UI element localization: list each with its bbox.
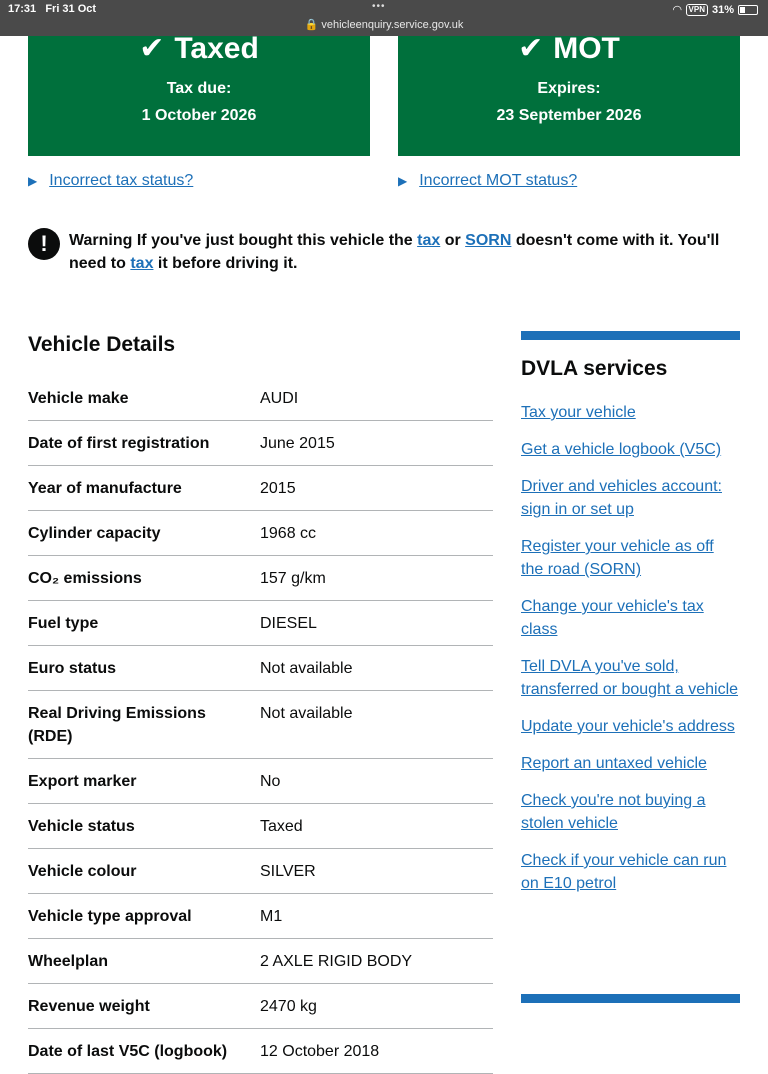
table-row (28, 376, 493, 421)
list-item (521, 655, 740, 701)
exclamation-icon: ! (28, 228, 60, 260)
table-row (28, 804, 493, 849)
detail-value: 2470 kg (260, 998, 317, 1015)
triangle-right-icon: ▶ (398, 174, 408, 188)
detail-value: Not available (260, 705, 353, 722)
detail-value: 2015 (260, 480, 296, 497)
address-bar[interactable] (0, 18, 768, 31)
detail-value: 12 October 2018 (260, 1043, 380, 1060)
mot-expires-label: Expires: (537, 80, 601, 97)
detail-value: DIESEL (260, 615, 317, 632)
detail-value: Taxed (260, 818, 303, 835)
list-item (521, 752, 740, 775)
incorrect-tax-link[interactable]: Incorrect tax status? (49, 172, 194, 189)
table-row (28, 1029, 493, 1074)
table-row (28, 894, 493, 939)
dvla-service-link[interactable]: Report an untaxed vehicle (521, 755, 707, 772)
mot-status-heading: ✔ MOT (518, 32, 620, 65)
list-item (521, 438, 740, 461)
dvla-service-link[interactable]: Register your vehicle as off the road (SORN) (521, 538, 714, 578)
incorrect-mot-toggle[interactable] (398, 172, 577, 190)
vehicle-details-table (28, 376, 493, 1074)
list-item (521, 535, 740, 581)
detail-key: CO₂ emissions (28, 570, 142, 587)
dvla-service-link[interactable]: Get a vehicle logbook (V5C) (521, 441, 722, 458)
sidebar-top-rule (521, 331, 740, 340)
tick-icon: ✔ (518, 32, 544, 65)
table-row (28, 691, 493, 759)
triangle-right-icon: ▶ (28, 174, 38, 188)
detail-key: Export marker (28, 773, 137, 790)
detail-key: Revenue weight (28, 998, 150, 1015)
table-row (28, 759, 493, 804)
detail-value: 157 g/km (260, 570, 326, 587)
table-row (28, 601, 493, 646)
table-row (28, 939, 493, 984)
detail-key: Vehicle colour (28, 863, 137, 880)
incorrect-tax-toggle[interactable] (28, 172, 193, 190)
detail-key: Fuel type (28, 615, 99, 632)
detail-key: Vehicle status (28, 818, 135, 835)
status-time: 17:31 Fri 31 Oct (8, 3, 97, 15)
detail-value: June 2015 (260, 435, 335, 452)
list-item (521, 401, 740, 424)
table-row (28, 849, 493, 894)
dvla-services-title: DVLA services (521, 357, 668, 380)
detail-key: Wheelplan (28, 953, 109, 970)
detail-value: AUDI (260, 390, 299, 407)
detail-key: Vehicle type approval (28, 908, 192, 925)
vpn-badge: VPN (686, 4, 708, 16)
tax-status-heading: ✔ Taxed (139, 32, 259, 65)
table-row (28, 556, 493, 601)
incorrect-mot-link[interactable]: Incorrect MOT status? (419, 172, 578, 189)
detail-key: Date of last V5C (logbook) (28, 1043, 228, 1060)
detail-value: 1968 cc (260, 525, 317, 542)
wifi-icon: ◠ (673, 4, 682, 16)
status-indicators (673, 3, 758, 16)
battery-level: 31% (711, 3, 734, 16)
detail-value: No (260, 773, 281, 790)
warning-text: Warning If you've just bought this vehicle the tax or SORN doesn't come with it. You'll need to tax it before driving it. (69, 232, 720, 272)
detail-value: SILVER (260, 863, 316, 880)
table-row (28, 466, 493, 511)
multitask-dots-icon[interactable]: ••• (372, 1, 386, 12)
lock-icon: 🔒 (304, 19, 319, 31)
table-row (28, 984, 493, 1029)
list-item (521, 595, 740, 641)
url-text: vehicleenquiry.service.gov.uk (321, 19, 464, 31)
detail-key: Date of first registration (28, 435, 210, 452)
detail-key: Vehicle make (28, 390, 129, 407)
tax-due-label: Tax due: (166, 80, 232, 97)
tax-link[interactable]: tax (417, 232, 441, 249)
tax-status-panel (28, 32, 370, 156)
list-item (521, 475, 740, 521)
table-row (28, 421, 493, 466)
sidebar-bottom-rule (521, 994, 740, 1003)
dvla-service-link[interactable]: Change your vehicle's tax class (521, 598, 704, 638)
dvla-service-link[interactable]: Check if your vehicle can run on E10 petrol (521, 852, 727, 892)
battery-icon (738, 5, 758, 15)
dvla-service-link[interactable]: Update your vehicle's address (521, 718, 735, 735)
detail-key: Real Driving Emissions (RDE) (28, 705, 206, 745)
dvla-service-link[interactable]: Tell DVLA you've sold, transferred or bought a vehicle (521, 658, 739, 698)
sorn-link[interactable]: SORN (465, 232, 512, 249)
detail-value: Not available (260, 660, 353, 677)
dvla-service-link[interactable]: Driver and vehicles account: sign in or set up (521, 478, 722, 518)
detail-key: Euro status (28, 660, 117, 677)
dvla-service-link[interactable]: Check you're not buying a stolen vehicle (521, 792, 706, 832)
list-item (521, 789, 740, 835)
detail-key: Year of manufacture (28, 480, 182, 497)
table-row (28, 646, 493, 691)
table-row (28, 511, 493, 556)
vehicle-details-title: Vehicle Details (28, 333, 176, 356)
tick-icon: ✔ (139, 32, 165, 65)
warning-notice (28, 228, 748, 275)
list-item (521, 849, 740, 895)
detail-value: 2 AXLE RIGID BODY (260, 953, 413, 970)
dvla-services-list (521, 401, 740, 909)
mot-status-panel (398, 32, 740, 156)
tax-link-2[interactable]: tax (130, 255, 154, 272)
detail-value: M1 (260, 908, 283, 925)
status-bar (0, 0, 768, 36)
dvla-service-link[interactable]: Tax your vehicle (521, 404, 636, 421)
detail-key: Cylinder capacity (28, 525, 161, 542)
mot-expiry-date: 23 September 2026 (496, 107, 642, 124)
tax-due-date: 1 October 2026 (141, 107, 257, 124)
list-item (521, 715, 740, 738)
